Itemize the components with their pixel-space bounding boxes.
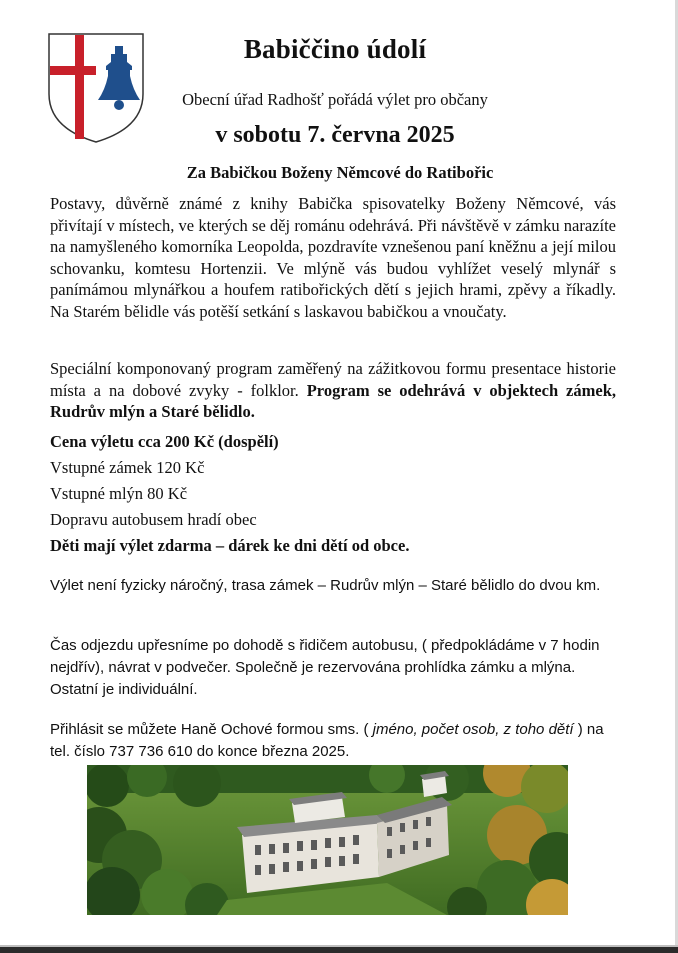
event-subheading: Za Babičkou Boženy Němcové do Ratibořic — [186, 163, 494, 182]
page-title: Babiččino údolí — [243, 34, 427, 64]
chateau-photo — [87, 765, 568, 915]
coat-of-arms-icon — [47, 32, 145, 144]
signup-info — [50, 719, 622, 763]
price-item: Dopravu autobusem hradí obec — [50, 510, 257, 529]
program-locations: Program se odehrává v objektech zámek, Rudrův mlýn a Staré bělidlo. — [50, 380, 616, 421]
page-edge-bottom — [0, 947, 678, 953]
signup-prefix: Přihlásit se můžete Haně Ochové formou sms. ( — [50, 721, 369, 738]
price-item: Vstupné zámek 120 Kč — [50, 458, 205, 477]
signup-requirements: jméno, počet osob, z toho dětí — [368, 721, 574, 738]
program-paragraph — [50, 358, 616, 423]
price-item: Vstupné mlýn 80 Kč — [50, 484, 188, 503]
intro-paragraph: Postavy, důvěrně známé z knihy Babička spisovatelky Boženy Němcové, vás přivítají v místech, ve kterých se děj románu odehrává. Při návštěvě v zámku narazíte na namyšleného komorníka Leopolda, pozdravíte vznešenou paní kněžnu a její milou schovanku, komtesu Hortenzii. Ve mlýně vás budou vyhlížet veselý mlynář s panímámou mlynářkou a houfem ratibořických dětí s jejich hrami, zpěvy a říkadly. Na Starém bělidle vás potěší setkání s laskavou babičkou a vnoučaty. — [50, 194, 616, 321]
price-heading: Cena výletu cca 200 Kč (dospělí) — [50, 432, 279, 451]
children-note: Děti mají výlet zdarma – dárek ke dni dětí od obce. — [50, 536, 410, 555]
event-date: v sobotu 7. června 2025 — [215, 122, 455, 148]
route-info: Výlet není fyzicky náročný, trasa zámek – Rudrův mlýn – Staré bělidlo do dvou km. — [50, 577, 601, 594]
program-text: Speciální komponovaný program zaměřený na zážitkovou formu presentace historie místa a na dobové zvyky - folklor. — [50, 359, 616, 400]
signup-suffix: ) na tel. číslo 737 736 610 do konce března 2025. — [50, 721, 604, 760]
departure-info: Čas odjezdu upřesníme po dohodě s řidičem autobusu, ( předpokládáme v 7 hodin nejdřív), návrat v podvečer. Společně je rezervována prohlídka zámku a mlýna. Ostatní je individuální. — [50, 637, 600, 698]
organizer-line: Obecní úřad Radhošť pořádá výlet pro občany — [182, 90, 488, 109]
